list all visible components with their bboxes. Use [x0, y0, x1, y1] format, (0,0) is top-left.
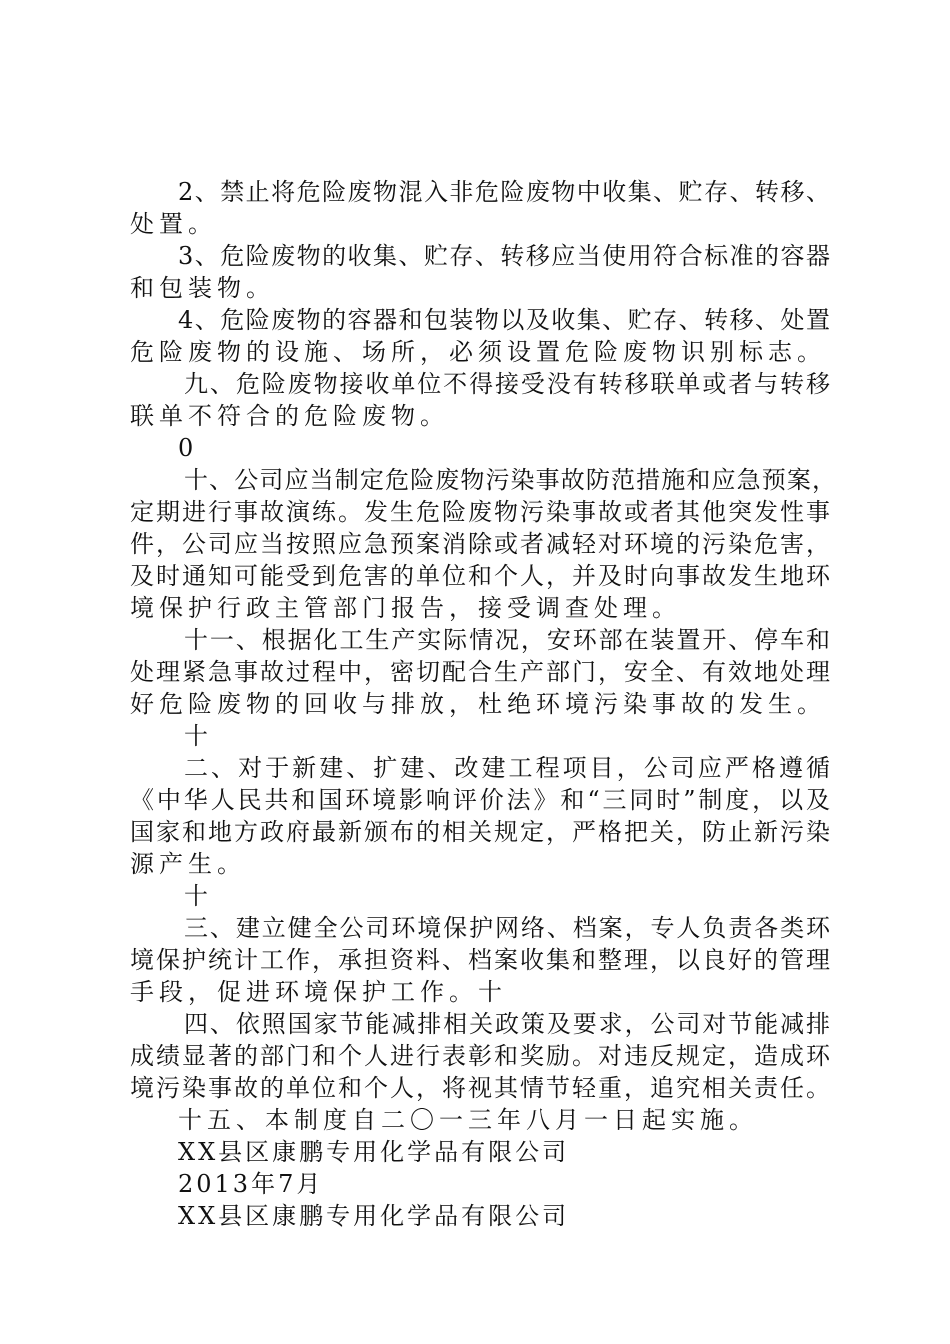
paragraph-line: 十一、根据化工生产实际情况，安环部在装置开、停车和 — [184, 626, 830, 654]
paragraph-line: 联单不符合的危险废物。 — [130, 402, 449, 430]
paragraph-line: 《中华人民共和国环境影响评价法》和“三同时”制度，以及 — [130, 786, 830, 814]
paragraph-line: 十五、本制度自二〇一三年八月一日起实施。 — [178, 1106, 758, 1134]
paragraph-line: 危险废物的设施、场所，必须设置危险废物识别标志。 — [130, 338, 826, 366]
paragraph-line: 处理紧急事故过程中，密切配合生产部门，安全、有效地处理 — [130, 658, 830, 686]
paragraph-line: 十 — [184, 882, 213, 910]
paragraph-line: 定期进行事故演练。发生危险废物污染事故或者其他突发性事 — [130, 498, 830, 526]
paragraph-line: 4、危险废物的容器和包装物以及收集、贮存、转移、处置 — [178, 306, 830, 334]
paragraph-line: 2、禁止将危险废物混入非危险废物中收集、贮存、转移、 — [178, 178, 830, 206]
paragraph-line: 和包装物。 — [130, 274, 275, 302]
company-name-footer: XX县区康鹏专用化学品有限公司 — [178, 1202, 570, 1230]
paragraph-line: 好危险废物的回收与排放，杜绝环境污染事故的发生。 — [130, 690, 826, 718]
paragraph-line: 二、对于新建、扩建、改建工程项目，公司应严格遵循 — [184, 754, 830, 782]
paragraph-line: 处置。 — [130, 210, 217, 238]
paragraph-line: 十 — [184, 722, 213, 750]
paragraph-line: 三、建立健全公司环境保护网络、档案，专人负责各类环 — [184, 914, 830, 942]
paragraph-line: 件，公司应当按照应急预案消除或者减轻对环境的污染危害， — [130, 530, 830, 558]
paragraph-line: 境保护统计工作，承担资料、档案收集和整理，以良好的管理 — [130, 946, 830, 974]
paragraph-line: 国家和地方政府最新颁布的相关规定，严格把关，防止新污染 — [130, 818, 830, 846]
company-name: XX县区康鹏专用化学品有限公司 — [178, 1138, 570, 1166]
paragraph-line: 四、依照国家节能减排相关政策及要求，公司对节能减排 — [184, 1010, 830, 1038]
paragraph-line: 成绩显著的部门和个人进行表彰和奖励。对违反规定，造成环 — [130, 1042, 830, 1070]
paragraph-line: 源产生。 — [130, 850, 246, 878]
paragraph-line: 境污染事故的单位和个人，将视其情节轻重，追究相关责任。 — [130, 1074, 830, 1102]
document-date: 2013年7月 — [178, 1170, 324, 1198]
paragraph-line: 境保护行政主管部门报告，接受调查处理。 — [130, 594, 681, 622]
paragraph-line: 手段，促进环境保护工作。十 — [130, 978, 507, 1006]
paragraph-line: 十、公司应当制定危险废物污染事故防范措施和应急预案， — [184, 466, 836, 494]
paragraph-line: 3、危险废物的收集、贮存、转移应当使用符合标准的容器 — [178, 242, 830, 270]
paragraph-line: 九、危险废物接收单位不得接受没有转移联单或者与转移 — [184, 370, 830, 398]
paragraph-line: 及时通知可能受到危害的单位和个人，并及时向事故发生地环 — [130, 562, 830, 590]
paragraph-line: 0 — [178, 434, 199, 462]
